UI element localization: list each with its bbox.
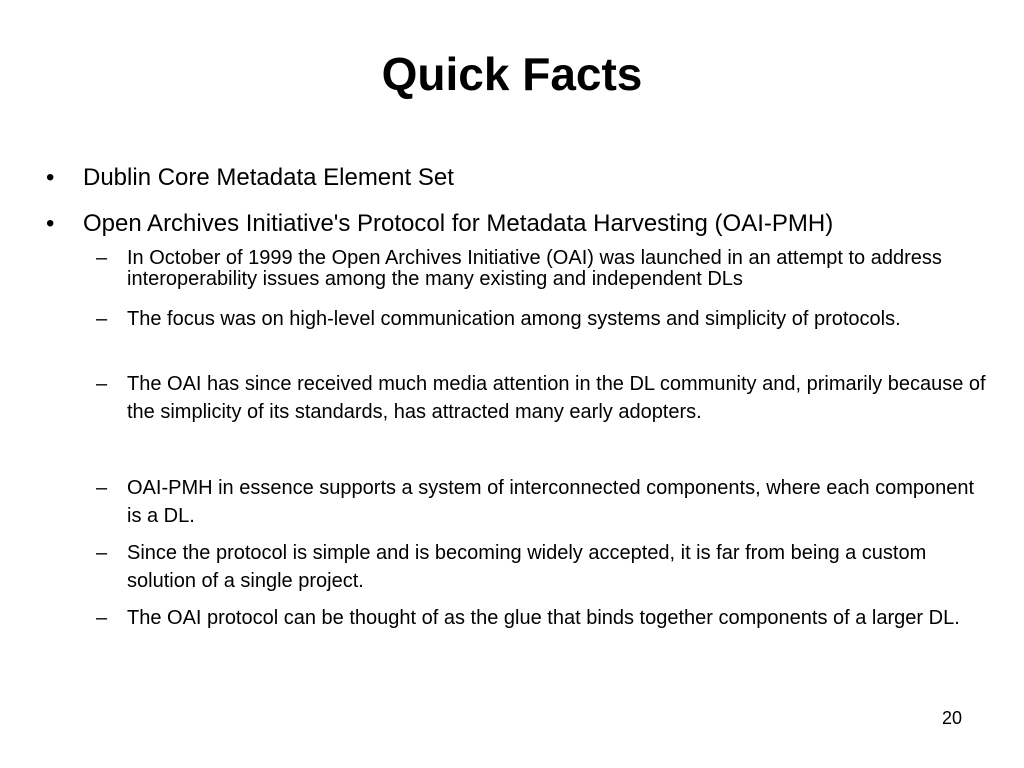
bullet-text: Open Archives Initiative's Protocol for Metadata Harvesting (OAI-PMH) [83,210,834,237]
bullet-marker: • [46,210,55,237]
slide-title: Quick Facts [381,48,643,100]
sub-bullet-text: Since the protocol is simple and is becoming widely accepted, it is far from being a custom solution of a single project. [127,542,927,592]
sub-bullet-text: The OAI has since received much media attention in the DL community and, primarily because of the simplicity of its standards, has attracted many early adopters. [127,373,986,423]
sub-bullet-marker: – [96,373,108,395]
page-number: 20 [941,708,962,728]
sub-bullet-marker: – [96,308,108,330]
bullet-text: Dublin Core Metadata Element Set [83,164,454,191]
sub-bullet-text: The OAI protocol can be thought of as the glue that binds together components of a larger DL. [127,607,960,629]
sub-bullet-marker: – [96,247,108,269]
bullet-marker: • [46,164,55,191]
sub-bullet-text: OAI-PMH in essence supports a system of interconnected components, where each component is a DL. [127,477,975,527]
sub-bullet-marker: – [96,542,108,564]
sub-bullet-text: In October of 1999 the Open Archives Initiative (OAI) was launched in an attempt to address interoperability issues among the many existing and independent DLs [127,247,942,290]
sub-bullet-marker: – [96,607,108,629]
sub-bullet-text: The focus was on high-level communication among systems and simplicity of protocols. [127,308,901,330]
sub-bullet-marker: – [96,477,108,499]
